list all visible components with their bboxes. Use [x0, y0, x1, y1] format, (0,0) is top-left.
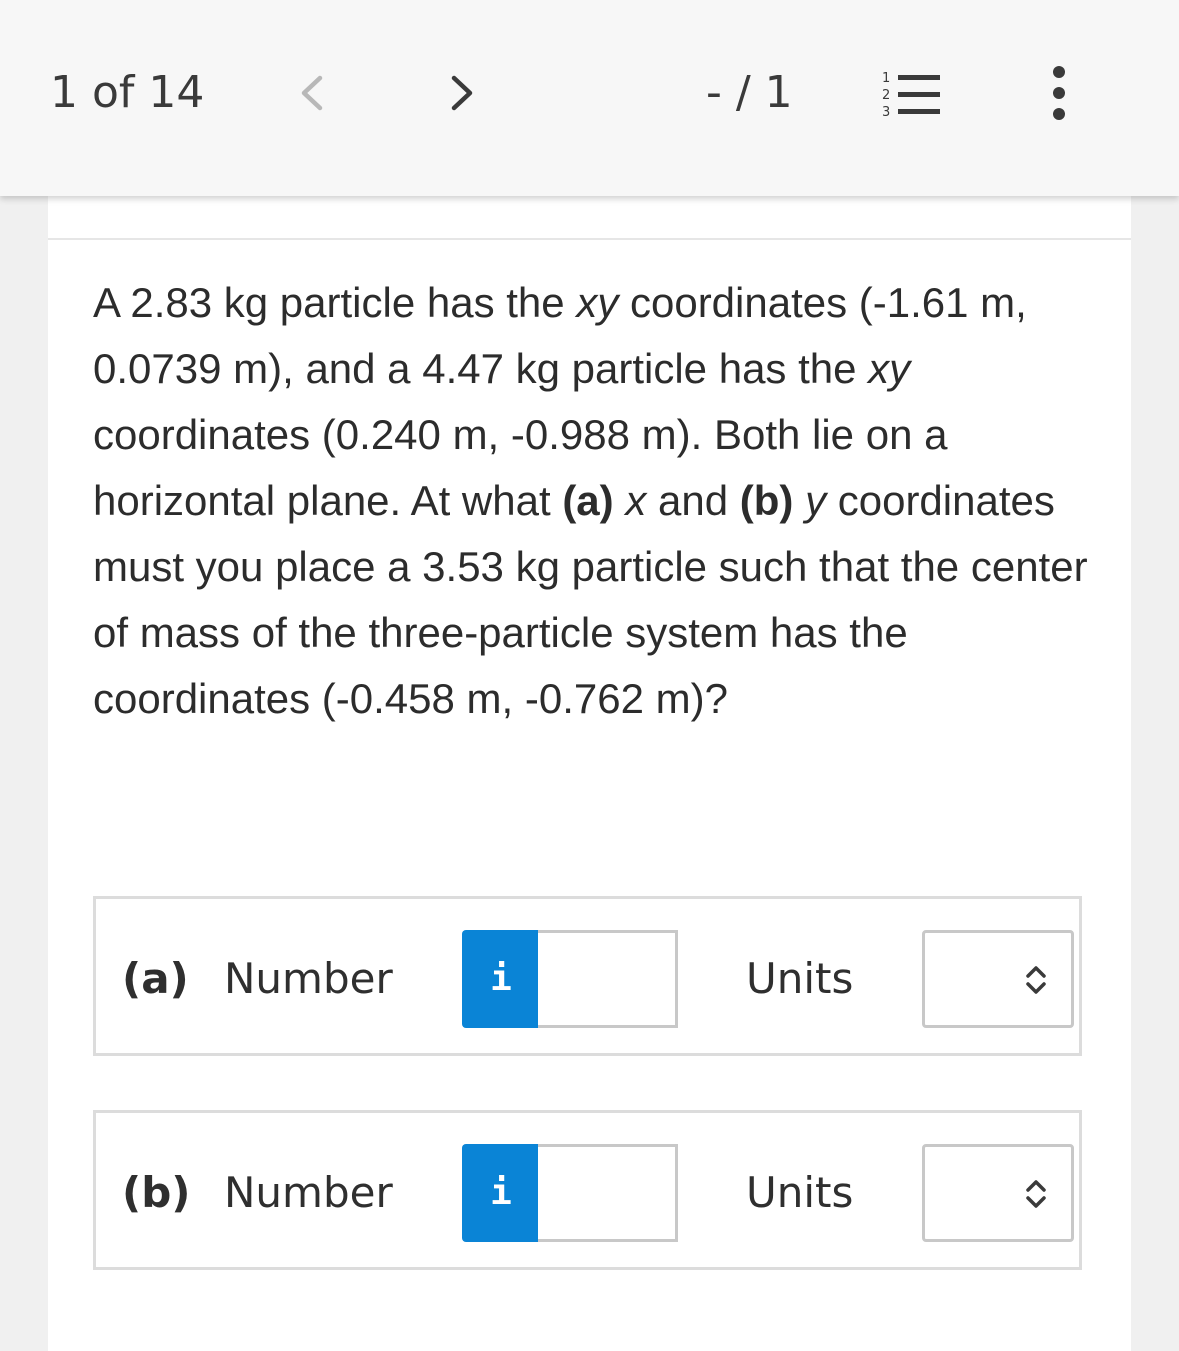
- part-label: (a): [122, 954, 189, 1003]
- chevron-right-icon[interactable]: [442, 68, 482, 118]
- number-label: Number: [224, 954, 393, 1003]
- more-vertical-icon[interactable]: [1044, 64, 1074, 122]
- list-digit-1: 1: [882, 71, 891, 86]
- divider: [48, 238, 1131, 240]
- answer-row-a: [93, 896, 1082, 1056]
- select-arrows-icon: [1023, 1177, 1049, 1211]
- list-digit-3: 3: [882, 105, 891, 120]
- select-arrows-icon: [1023, 963, 1049, 997]
- pager-text: 1 of 14: [50, 67, 205, 118]
- number-input-b[interactable]: [538, 1144, 678, 1242]
- question-card: [48, 196, 1131, 1351]
- units-select-b[interactable]: [922, 1144, 1074, 1242]
- number-label: Number: [224, 1168, 393, 1217]
- part-label: (b): [122, 1168, 191, 1217]
- list-digit-2: 2: [882, 88, 891, 103]
- units-label: Units: [746, 1168, 854, 1217]
- page-indicator[interactable]: - / 1: [706, 67, 793, 118]
- info-button[interactable]: i: [462, 1144, 540, 1242]
- units-label: Units: [746, 954, 854, 1003]
- units-select-a[interactable]: [922, 930, 1074, 1028]
- question-text: A 2.83 kg particle has the xy coordinates (-1.61 m, 0.0739 m), and a 4.47 kg particle has the xy coordinates (0.240 m, -0.988 m). Both lie on a horizontal plane. At what (a) x and (b) y coordinates must you place a 3.53 kg particle such that the center of mass of the three-particle system has the coordinates (-0.458 m, -0.762 m)?: [93, 279, 1088, 722]
- number-input-a[interactable]: [538, 930, 678, 1028]
- chevron-left-icon[interactable]: [292, 68, 332, 118]
- numbered-list-icon[interactable]: [878, 66, 942, 120]
- answer-row-b: [93, 1110, 1082, 1270]
- info-button[interactable]: i: [462, 930, 540, 1028]
- toolbar: [0, 0, 1179, 196]
